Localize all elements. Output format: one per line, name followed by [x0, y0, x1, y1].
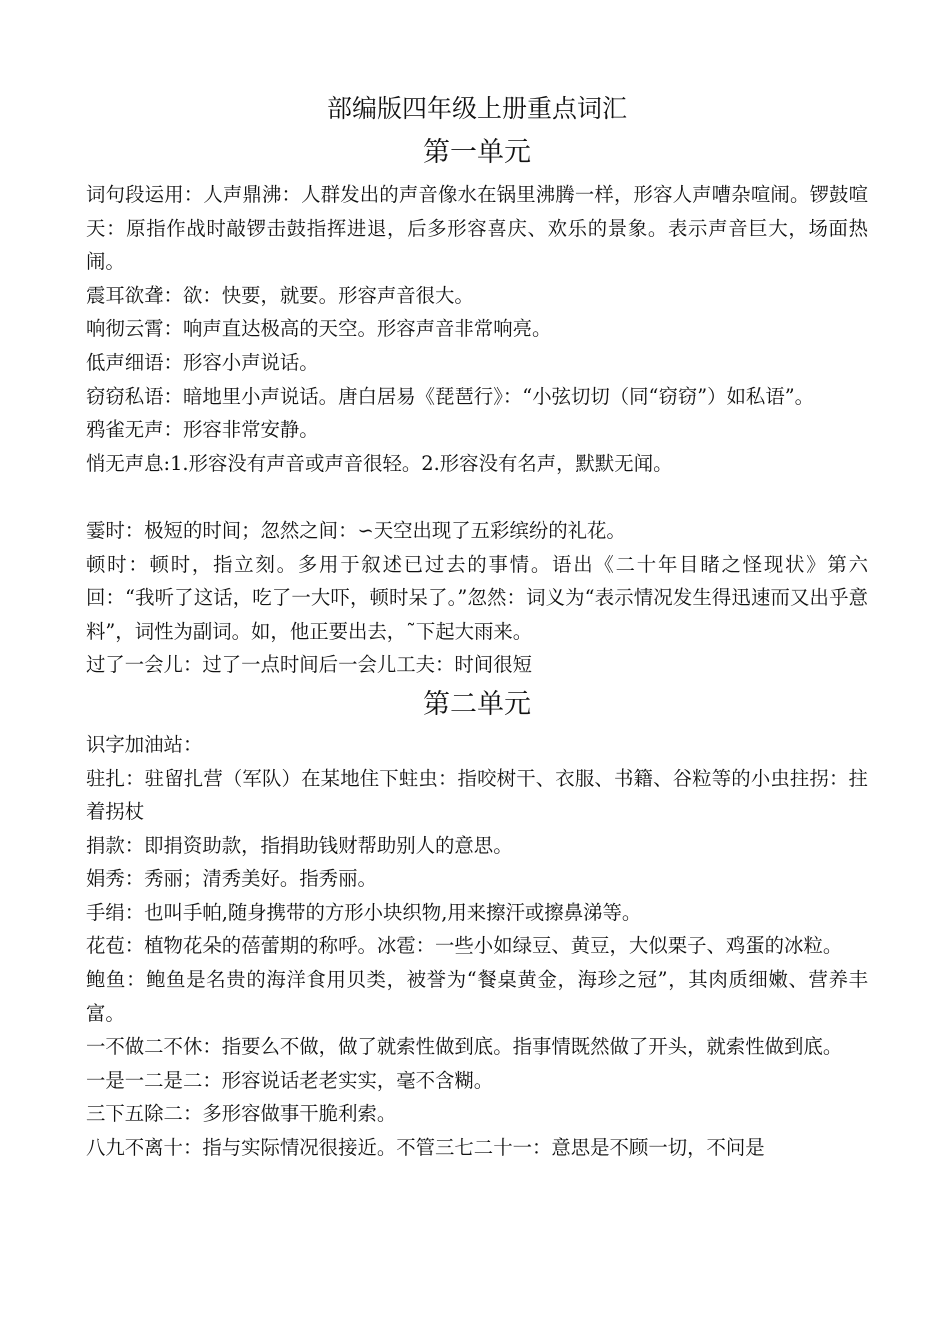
unit-2-paragraph: 捐款：即捐资助款，指捐助钱财帮助别人的意思。: [86, 833, 513, 857]
blank-line: [86, 480, 868, 514]
unit-1-paragraph: 窃窃私语：暗地里小声说话。唐白居易《琵琶行》：“小弦切切（同“窃窃”）如私语”。: [86, 384, 815, 408]
unit-2-paragraph: 识字加油站：: [86, 732, 203, 756]
unit-1-paragraph: 鸦雀无声：形容非常安静。: [86, 418, 319, 442]
unit-1-paragraph: 响彻云霄：响声直达极高的天空。形容声音非常响亮。: [86, 317, 552, 341]
unit-1-paragraph: 霎时：极短的时间；忽然之间：∽天空出现了五彩缤纷的礼花。: [86, 518, 626, 542]
unit-1-heading: 第一单元: [423, 137, 531, 168]
unit-2-section: [86, 682, 868, 1165]
unit-2-paragraph: 手绢：也叫手帕,随身携带的方形小块织物,用来擦汗或擦鼻涕等。: [86, 900, 642, 924]
unit-1-section: [86, 130, 868, 682]
unit-2-paragraph: 娟秀：秀丽；清秀美好。指秀丽。: [86, 867, 377, 891]
unit-2-paragraph: 花苞：植物花朵的蓓蕾期的称呼。冰雹：一些小如绿豆、黄豆，大似栗子、鸡蛋的冰粒。: [86, 934, 843, 958]
unit-1-paragraph: 顿时：顿时，指立刻。多用于叙述已过去的事情。语出《二十年目睹之怪现状》第六回：“我听了这话，吃了一大吓，顿时呆了。”忽然：词义为“表示情况发生得迅速而又出乎意料”，词性为副词。如，他正要出去，˜下起大雨来。: [86, 552, 868, 643]
unit-1-paragraph: 震耳欲聋：欲：快要，就要。形容声音很大。: [86, 283, 474, 307]
unit-1-paragraph: 悄无声息:1.形容没有声音或声音很轻。2.形容没有名声，默默无闻。: [86, 451, 673, 475]
unit-2-heading: 第二单元: [423, 688, 531, 720]
unit-1-paragraph: 词句段运用：人声鼎沸：人群发出的声音像水在锅里沸腾一样，形容人声嘈杂喧闹。锣鼓喧天：原指作战时敲锣击鼓指挥进退，后多形容喜庆、欢乐的景象。表示声音巨大，场面热闹。: [86, 183, 868, 274]
unit-2-paragraph: 一不做二不休：指要么不做，做了就索性做到底。指事情既然做了开头，就索性做到底。: [86, 1035, 843, 1059]
unit-2-paragraph: 三下五除二：多形容做事干脆利索。: [86, 1102, 397, 1126]
unit-2-paragraph: 一是一二是二：形容说话老老实实，毫不含糊。: [86, 1068, 494, 1092]
unit-1-paragraph: 低声细语：形容小声说话。: [86, 350, 319, 374]
unit-2-paragraph: 八九不离十：指与实际情况很接近。不管三七二十一：意思是不顾一切，不问是: [86, 1136, 765, 1160]
unit-1-paragraph: 过了一会儿：过了一点时间后一会儿工夫：时间很短: [86, 653, 532, 677]
unit-2-paragraph: 鲍鱼：鲍鱼是名贵的海洋食用贝类，被誉为“餐桌黄金，海珍之冠”，其肉质细嫩、营养丰富。: [86, 968, 868, 1025]
unit-2-paragraph: 驻扎：驻留扎营（军队）在某地住下蛀虫：指咬树干、衣服、书籍、谷粒等的小虫拄拐：拄着拐杖: [86, 766, 868, 824]
document-title: 部编版四年级上册重点词汇: [326, 94, 627, 123]
